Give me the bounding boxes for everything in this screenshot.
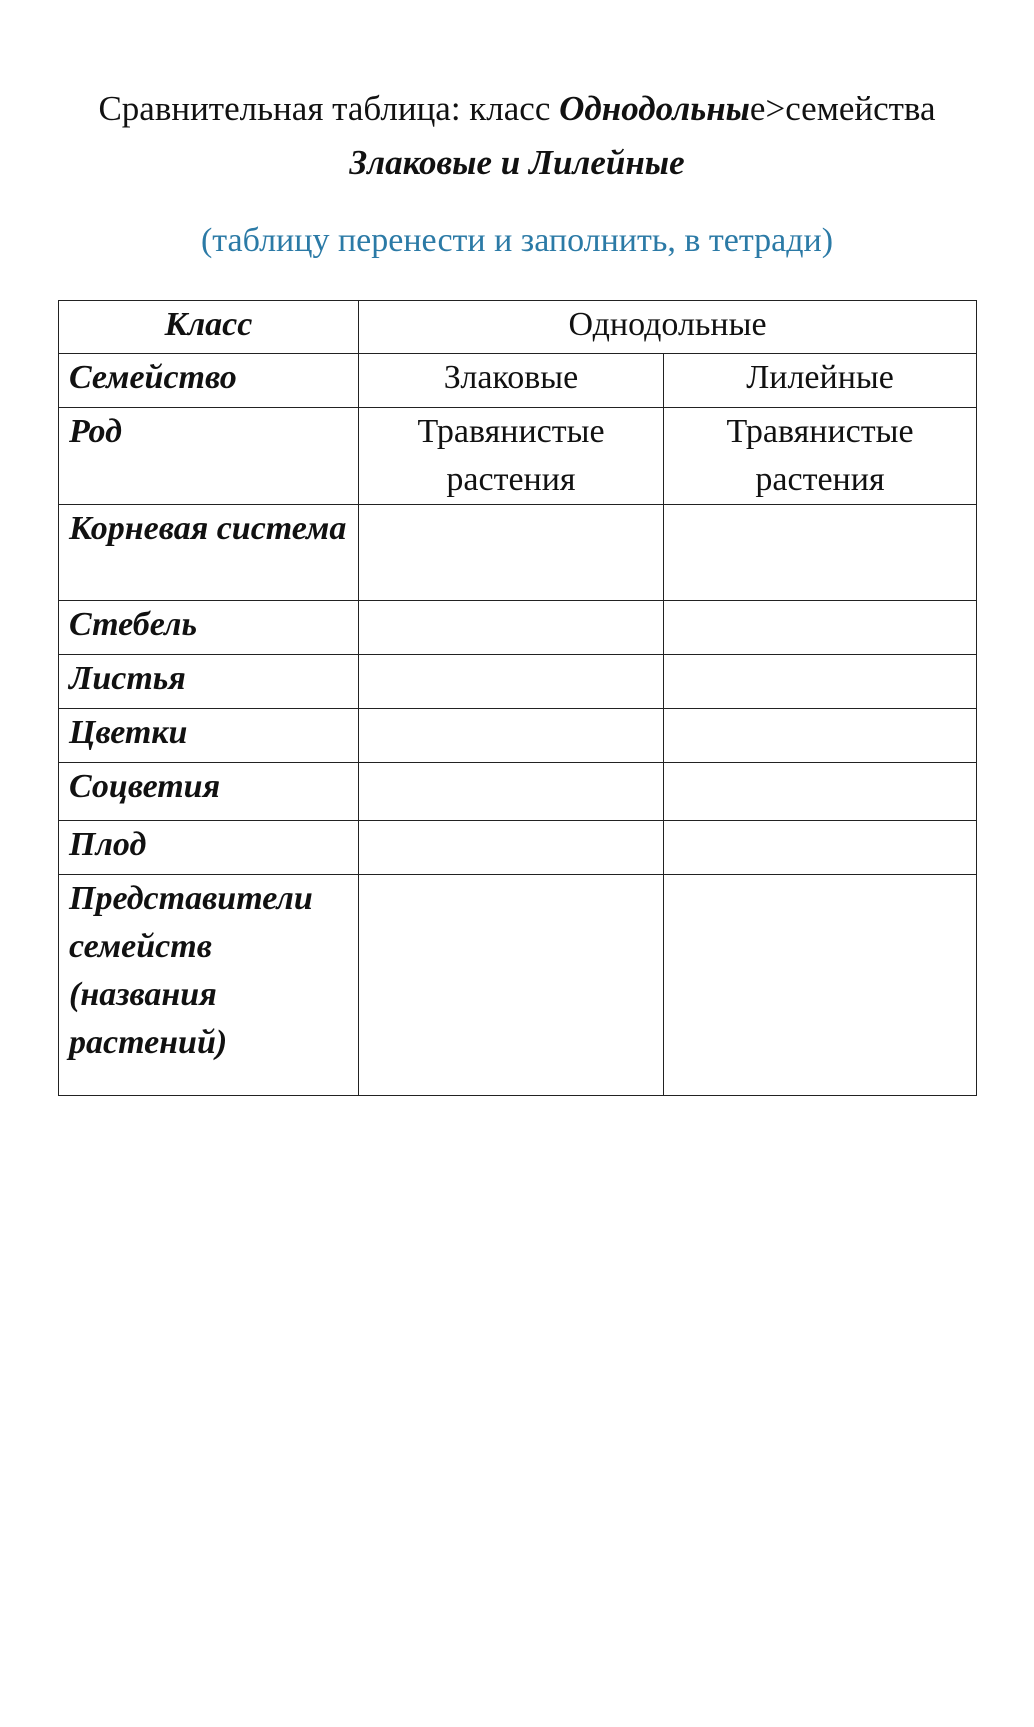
table-row bbox=[59, 601, 977, 655]
row-label-class: Класс bbox=[59, 301, 359, 354]
row-label-stem: Стебель bbox=[59, 601, 359, 655]
table-cell-empty[interactable] bbox=[359, 821, 664, 875]
table-cell-empty[interactable] bbox=[664, 875, 977, 1096]
document-title bbox=[0, 82, 1034, 190]
genus-cell-grasses: Травянистые растения bbox=[359, 408, 664, 505]
table-cell-empty[interactable] bbox=[359, 763, 664, 821]
row-label-representatives: Представители семейств (названия растений) bbox=[59, 875, 359, 1096]
table-row bbox=[59, 763, 977, 821]
row-label-family: Семейство bbox=[59, 354, 359, 408]
table-cell-empty[interactable] bbox=[664, 601, 977, 655]
table-cell-empty[interactable] bbox=[359, 875, 664, 1096]
title-line-2: Злаковые и Лилейные bbox=[349, 143, 685, 182]
table-row-family bbox=[59, 354, 977, 408]
row-label-flowers: Цветки bbox=[59, 709, 359, 763]
table-row bbox=[59, 655, 977, 709]
title-prefix: Сравнительная таблица: класс bbox=[98, 89, 560, 128]
family-cell-lilies: Лилейные bbox=[664, 354, 977, 408]
title-line-1 bbox=[0, 82, 1034, 136]
title-class-name: Однодольны bbox=[559, 89, 750, 128]
row-label-fruit: Плод bbox=[59, 821, 359, 875]
table-row-class bbox=[59, 301, 977, 354]
row-label-genus: Род bbox=[59, 408, 359, 505]
table-row bbox=[59, 875, 977, 1096]
instruction-note: (таблицу перенести и заполнить, в тетради) bbox=[200, 222, 834, 259]
table-row-genus bbox=[59, 408, 977, 505]
table-row bbox=[59, 709, 977, 763]
table-cell-empty[interactable] bbox=[664, 821, 977, 875]
row-label-leaves: Листья bbox=[59, 655, 359, 709]
table-cell-empty[interactable] bbox=[359, 709, 664, 763]
table-cell-empty[interactable] bbox=[664, 505, 977, 601]
title-suffix: е>семейства bbox=[749, 89, 936, 128]
table-cell-empty[interactable] bbox=[664, 763, 977, 821]
row-label-inflorescences: Соцветия bbox=[59, 763, 359, 821]
class-value-cell: Однодольные bbox=[359, 301, 977, 354]
table-cell-empty[interactable] bbox=[359, 505, 664, 601]
table-row bbox=[59, 505, 977, 601]
table-cell-empty[interactable] bbox=[664, 709, 977, 763]
comparison-table bbox=[58, 300, 977, 1096]
table-cell-empty[interactable] bbox=[664, 655, 977, 709]
genus-cell-lilies: Травянистые растения bbox=[664, 408, 977, 505]
table-cell-empty[interactable] bbox=[359, 601, 664, 655]
table-row bbox=[59, 821, 977, 875]
family-cell-grasses: Злаковые bbox=[359, 354, 664, 408]
table-cell-empty[interactable] bbox=[359, 655, 664, 709]
row-label-root-system: Корневая система bbox=[59, 505, 359, 601]
